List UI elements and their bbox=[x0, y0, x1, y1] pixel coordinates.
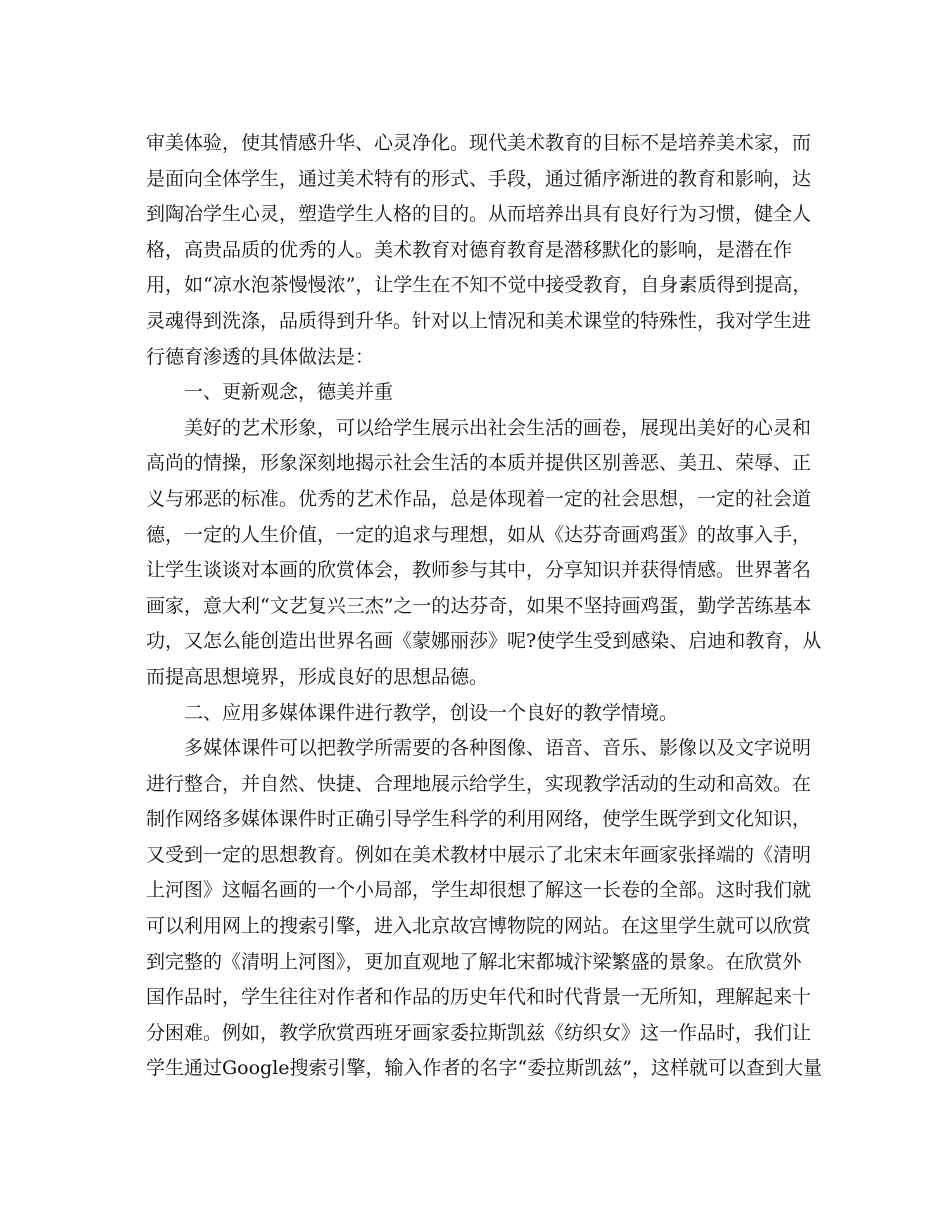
text-line: 功，又怎么能创造出世界名画《蒙娜丽莎》呢?使学生受到感染、启迪和教育，从 bbox=[146, 630, 822, 653]
text-line: 高尚的情操，形象深刻地揭示社会生活的本质并提供区别善恶、美丑、荣辱、正 bbox=[146, 452, 812, 475]
text-line: 到完整的《清明上河图》，更加直观地了解北宋都城汴梁繁盛的景象。在欣赏外 bbox=[146, 950, 802, 973]
text-line: 行德育渗透的具体做法是： bbox=[146, 345, 375, 368]
text-line: 是面向全体学生，通过美术特有的形式、手段，通过循序渐进的教育和影响，达 bbox=[146, 167, 812, 190]
text-line: 用，如“凉水泡茶慢慢浓”，让学生在不知不觉中接受教育，自身素质得到提高， bbox=[146, 274, 812, 297]
text-line: 多媒体课件可以把教学所需要的各种图像、语音、音乐、影像以及文字说明 bbox=[184, 737, 812, 760]
text-line: 到陶冶学生心灵，塑造学生人格的目的。从而培养出具有良好行为习惯，健全人 bbox=[146, 203, 812, 226]
text-line: 审美体验，使其情感升华、心灵净化。现代美术教育的目标不是培养美术家，而 bbox=[146, 132, 812, 154]
text-line: 分困难。例如，教学欣赏西班牙画家委拉斯凯兹《纺织女》这一作品时，我们让 bbox=[146, 1021, 812, 1044]
text-line: 美好的艺术形象，可以给学生展示出社会生活的画卷，展现出美好的心灵和 bbox=[184, 416, 812, 439]
text-line: 义与邪恶的标准。优秀的艺术作品，总是体现着一定的社会思想，一定的社会道 bbox=[146, 487, 812, 510]
document-body bbox=[146, 126, 822, 1087]
text-line: 而提高思想境界，形成良好的思想品德。 bbox=[146, 665, 489, 688]
section-heading: 二、应用多媒体课件进行教学，创设一个良好的教学情境。 bbox=[184, 701, 679, 724]
section-heading: 一、更新观念，德美并重 bbox=[184, 381, 394, 404]
text-line: 让学生谈谈对本画的欣赏体会，教师参与其中，分享知识并获得情感。世界著名 bbox=[146, 559, 812, 582]
text-line: 学生通过Google搜索引擎，输入作者的名字“委拉斯凯兹”，这样就可以查到大量 bbox=[146, 1057, 822, 1080]
text-line: 制作网络多媒体课件时正确引导学生科学的利用网络，使学生既学到文化知识， bbox=[146, 808, 812, 831]
text-line: 又受到一定的思想教育。例如在美术教材中展示了北宋末年画家张择端的《清明 bbox=[146, 843, 812, 866]
text-line: 上河图》这幅名画的一个小局部，学生却很想了解这一长卷的全部。这时我们就 bbox=[146, 879, 812, 902]
text-line: 国作品时，学生往往对作者和作品的历史年代和时代背景一无所知，理解起来十 bbox=[146, 986, 812, 1009]
text-line: 进行整合，并自然、快捷、合理地展示给学生，实现教学活动的生动和高效。在 bbox=[146, 772, 812, 795]
text-line: 灵魂得到洗涤，品质得到升华。针对以上情况和美术课堂的特殊性，我对学生进 bbox=[146, 309, 812, 332]
text-line: 画家，意大利“文艺复兴三杰”之一的达芬奇，如果不坚持画鸡蛋，勤学苦练基本 bbox=[146, 594, 812, 617]
text-line: 格，高贵品质的优秀的人。美术教育对德育教育是潜移默化的影响，是潜在作 bbox=[146, 238, 793, 261]
text-line: 可以利用网上的搜索引擎，进入北京故宫博物院的网站。在这里学生就可以欣赏 bbox=[146, 915, 812, 938]
text-line: 德，一定的人生价值，一定的追求与理想，如从《达芬奇画鸡蛋》的故事入手， bbox=[146, 523, 812, 546]
